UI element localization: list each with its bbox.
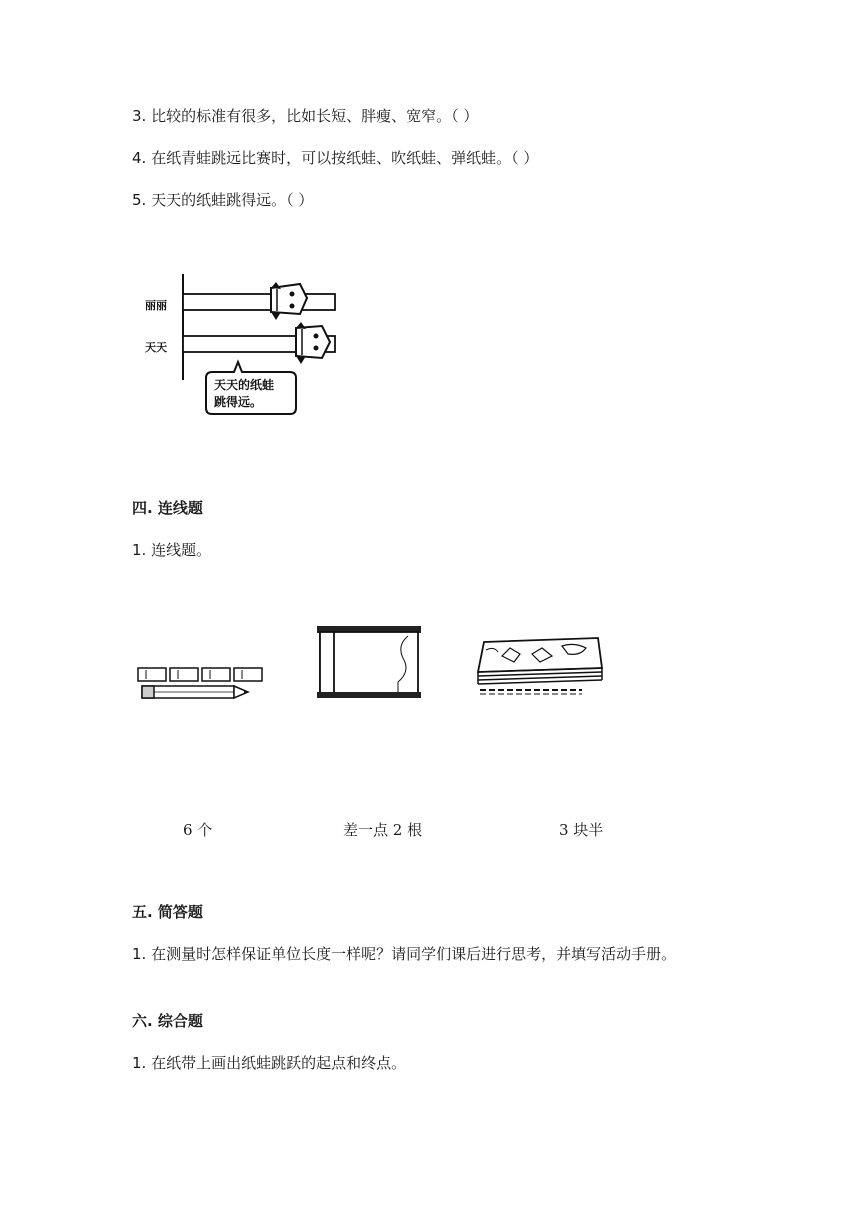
paper-frog-2-icon (296, 322, 330, 364)
speech-bubble (206, 362, 296, 414)
match-label-3: 3 块半 (559, 821, 604, 839)
match-label-2: 差一点 2 根 (343, 821, 423, 839)
question-4: 4. 在纸青蛙跳远比赛时，可以按纸蛙、吹纸蛙、弹纸蛙。（ ） (132, 149, 539, 167)
paper-frog-1-icon (271, 282, 307, 320)
paperclip-row (480, 690, 582, 694)
blackboard-image (314, 624, 426, 700)
board-bottom-rail (317, 692, 421, 698)
section-4-heading: 四. 连线题 (132, 499, 203, 517)
section-6-heading: 六. 综合题 (132, 1012, 203, 1030)
row-label-tiantian: 天天 (145, 341, 167, 354)
section-5-heading: 五. 简答题 (132, 903, 203, 921)
eraser-row (138, 668, 262, 681)
match-label-1: 6 个 (183, 821, 213, 839)
section-5-question-1: 1. 在测量时怎样保证单位长度一样呢？请同学们课后进行思考，并填写活动手册。 (132, 945, 677, 963)
section-4-question-1: 1. 连线题。 (132, 541, 212, 559)
question-3: 3. 比较的标准有很多，比如长短、胖瘦、宽窄。（ ） (132, 107, 479, 125)
bubble-text-line-2: 跳得远。 (214, 395, 263, 409)
section-6-question-1: 1. 在纸带上画出纸蛙跳跃的起点和终点。 (132, 1054, 407, 1072)
question-5: 5. 天天的纸蛙跳得远。（ ） (132, 191, 314, 209)
pencil-erasers-image (136, 664, 268, 704)
frog-jump-figure (140, 272, 350, 422)
bubble-text-line-1: 天天的纸蛙 (214, 378, 275, 392)
row-label-lili: 丽丽 (145, 299, 167, 312)
books-map-image (470, 632, 606, 702)
paper-strip-1 (183, 294, 335, 310)
pencil-icon (142, 686, 248, 698)
